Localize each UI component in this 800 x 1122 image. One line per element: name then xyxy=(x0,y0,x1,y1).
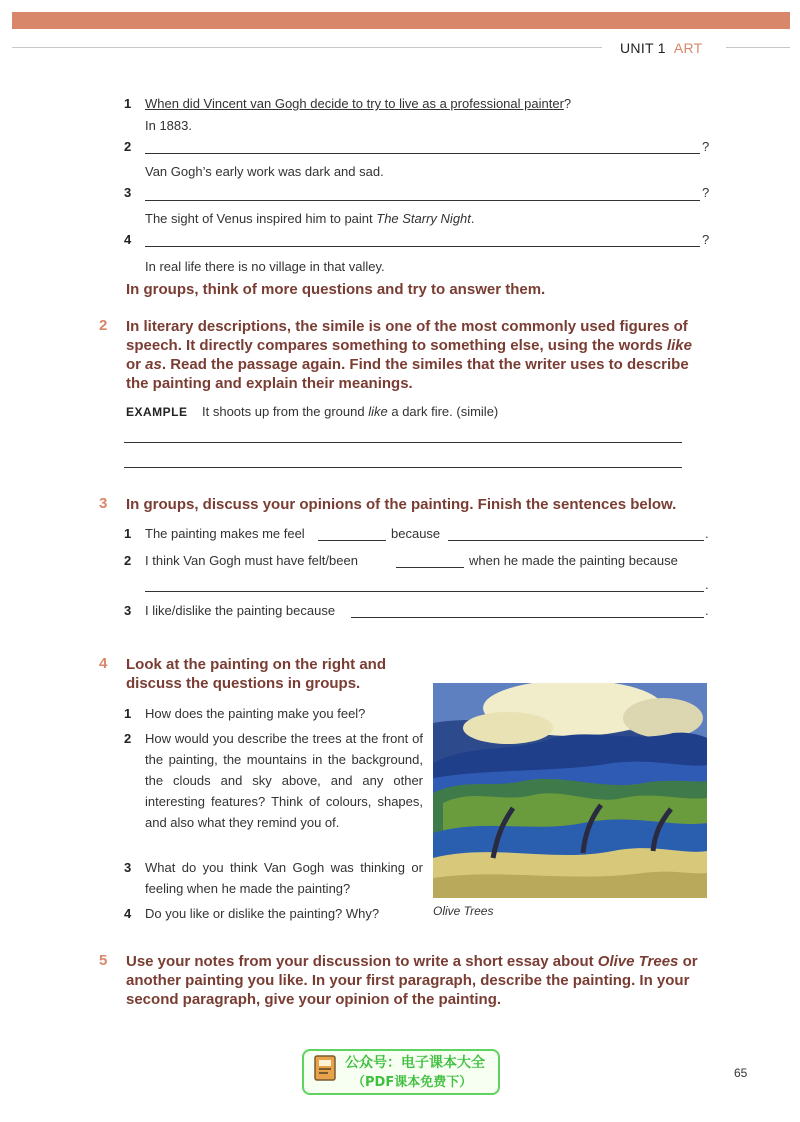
instruction-text: speech. It directly compares something to something else, using the words xyxy=(126,337,667,354)
discussion-question-2: How would you describe the trees at the front of the painting, the mountains in the background, the clouds and sky above, and any other interesting features? Think of colours, shapes, and also what they remind you of. xyxy=(145,731,423,830)
question-mark: ? xyxy=(702,185,710,200)
discussion-question-3: What do you think Van Gogh was thinking or feeling when he made the painting? xyxy=(145,860,423,896)
answer-2: Van Gogh’s early work was dark and sad. xyxy=(145,164,384,179)
reason-blank[interactable] xyxy=(145,591,704,592)
answer-4: In real life there is no village in that valley. xyxy=(145,259,385,274)
header-rule-left xyxy=(12,47,602,48)
question-1 xyxy=(145,96,571,111)
unit-subject: ART xyxy=(673,40,703,56)
question-blank-4[interactable] xyxy=(145,246,700,247)
sentence-start: I think Van Gogh must have felt/been xyxy=(145,553,358,568)
answer-text: The sight of Venus inspired him to paint xyxy=(145,211,377,226)
question-mark: ? xyxy=(702,139,710,154)
answer-text: . xyxy=(470,211,475,226)
item-number: 4 xyxy=(124,906,132,921)
instruction-text: or xyxy=(126,356,146,373)
painting-title: Olive Trees xyxy=(597,953,679,970)
header-accent-bar xyxy=(12,12,790,29)
item-number: 3 xyxy=(124,860,132,875)
instruction-line: another painting you like. In your first paragraph, describe the painting. In your xyxy=(126,972,690,989)
discussion-question-1: How does the painting make you feel? xyxy=(145,706,366,721)
instruction-line: Look at the painting on the right and xyxy=(126,656,386,673)
example-part: It shoots up from the ground xyxy=(202,404,369,419)
unit-number: UNIT 1 xyxy=(620,40,666,56)
full-stop: . xyxy=(705,603,709,618)
instruction-line xyxy=(126,336,716,355)
sentence-because: because xyxy=(391,526,441,541)
question-text: When did Vincent van Gogh decide to try to live as a professional painter xyxy=(145,96,564,111)
instruction-line: second paragraph, give your opinion of the painting. xyxy=(126,991,502,1008)
item-number: 4 xyxy=(124,232,132,247)
full-stop: . xyxy=(705,577,709,592)
unit-label xyxy=(620,40,703,56)
watermark-line-1: 公众号：电子课本大全 xyxy=(345,1055,485,1071)
item-number: 2 xyxy=(124,139,132,154)
instruction-line: the painting and explain their meanings. xyxy=(126,375,413,392)
painting-title: The Starry Night xyxy=(376,211,471,226)
instruction-line: discuss the questions in groups. xyxy=(126,675,361,692)
section-number: 3 xyxy=(99,495,108,512)
answer-line[interactable] xyxy=(124,442,682,443)
instruction-text: or xyxy=(678,953,698,970)
section-number: 2 xyxy=(99,317,108,334)
question-blank-3[interactable] xyxy=(145,200,700,201)
section2-instruction xyxy=(126,317,716,393)
example-keyword: like xyxy=(368,404,388,419)
example-part: a dark fire. (simile) xyxy=(387,404,499,419)
section4-instruction xyxy=(126,655,386,693)
full-stop: . xyxy=(705,526,709,541)
keyword-like: like xyxy=(666,337,692,354)
item-number: 3 xyxy=(124,603,132,618)
book-logo-icon xyxy=(313,1054,339,1084)
instruction-line xyxy=(126,952,716,971)
item-number: 1 xyxy=(124,96,132,111)
section-number: 5 xyxy=(99,952,108,969)
instruction-line xyxy=(126,355,716,374)
instruction-text: Use your notes from your discussion to write a short essay about xyxy=(126,953,598,970)
discussion-question-4: Do you like or dislike the painting? Why? xyxy=(145,906,380,921)
question-mark: ? xyxy=(563,96,572,111)
item-number: 2 xyxy=(124,731,132,746)
section5-instruction xyxy=(126,952,716,1009)
sentence-start: I like/dislike the painting because xyxy=(145,603,336,618)
item-number: 2 xyxy=(124,553,132,568)
feel-blank[interactable] xyxy=(318,540,386,541)
reason-blank[interactable] xyxy=(448,540,704,541)
example-label: EXAMPLE xyxy=(126,405,188,419)
reason-blank[interactable] xyxy=(351,617,704,618)
item-number: 3 xyxy=(124,185,132,200)
sentence-start: The painting makes me feel xyxy=(145,526,305,541)
item-number: 1 xyxy=(124,526,132,541)
answer-line[interactable] xyxy=(124,467,682,468)
sentence-because: when he made the painting because xyxy=(469,553,678,568)
keyword-as: as xyxy=(145,356,162,373)
felt-blank[interactable] xyxy=(396,567,464,568)
painting-illustration xyxy=(433,683,707,898)
section3-instruction: In groups, discuss your opinions of the painting. Finish the sentences below. xyxy=(126,496,677,513)
instruction-text: . Read the passage again. Find the similes that the writer uses to describe xyxy=(161,356,689,373)
answer-1: In 1883. xyxy=(145,118,192,133)
item-number: 1 xyxy=(124,706,132,721)
question-mark: ? xyxy=(702,232,710,247)
olive-trees-painting xyxy=(433,683,707,898)
question-blank-2[interactable] xyxy=(145,153,700,154)
instruction-line: In literary descriptions, the simile is one of the most commonly used figures of xyxy=(126,318,688,335)
page-number: 65 xyxy=(734,1066,748,1080)
painting-caption: Olive Trees xyxy=(433,904,494,918)
section-number: 4 xyxy=(99,655,108,672)
watermark-line-2: （PDF课本免费下） xyxy=(352,1075,473,1090)
example-text xyxy=(202,404,498,419)
answer-3 xyxy=(145,211,475,226)
header-rule-right xyxy=(726,47,790,48)
section1-followup: In groups, think of more questions and try to answer them. xyxy=(126,281,546,298)
